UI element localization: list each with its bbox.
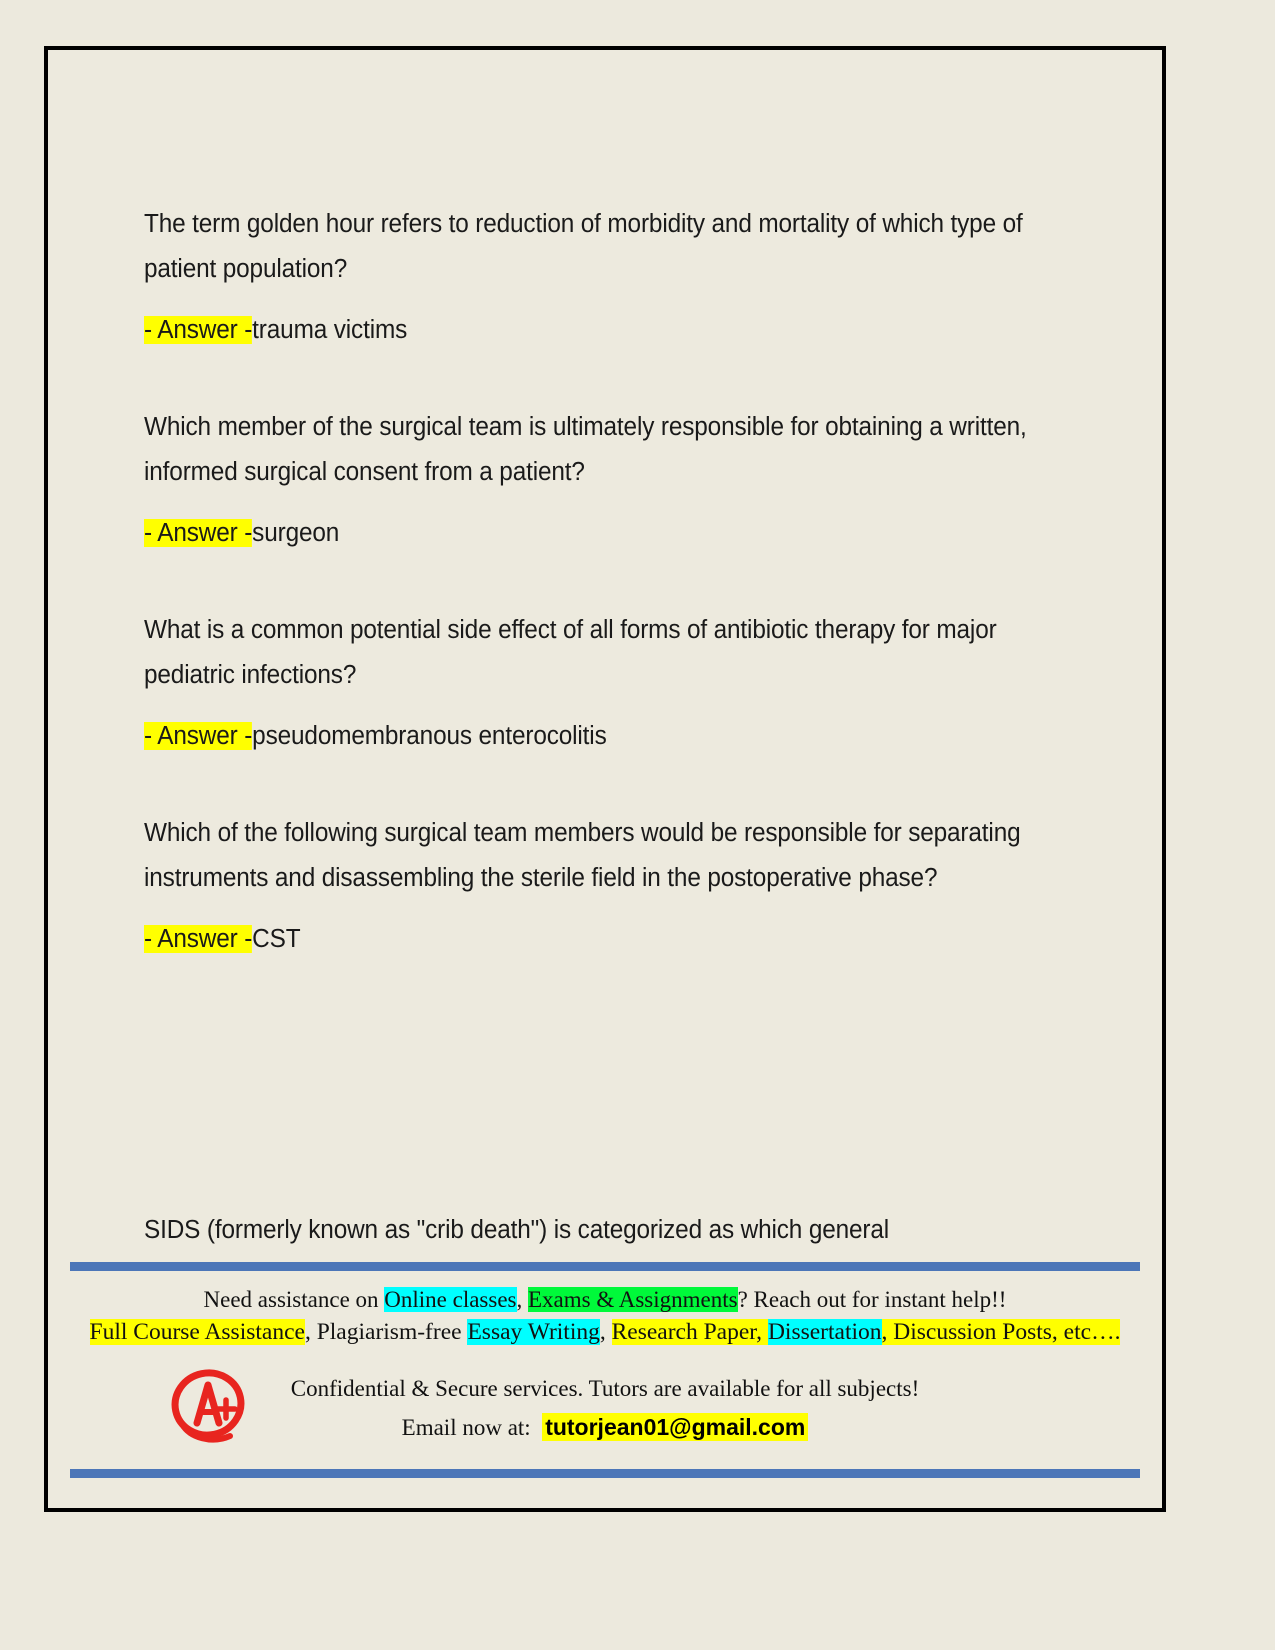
promo-line-1 bbox=[66, 1284, 1144, 1316]
promo-suffix: ? Reach out for instant help!! bbox=[737, 1287, 1007, 1312]
promo-sep-1: , Plagiarism-free bbox=[304, 1319, 468, 1345]
answer-text: surgeon bbox=[252, 519, 340, 547]
promo-essay-writing: Essay Writing bbox=[467, 1319, 600, 1345]
answer-label-highlight: - Answer - bbox=[144, 316, 253, 344]
answer-text: pseudomembranous enterocolitis bbox=[252, 722, 607, 750]
qa-block bbox=[144, 811, 1074, 960]
contact-text bbox=[48, 1370, 1162, 1447]
answer-text: trauma victims bbox=[252, 316, 408, 344]
promo-online-classes: Online classes bbox=[384, 1287, 517, 1312]
answer-label-highlight: - Answer - bbox=[144, 722, 253, 750]
promo-line-2 bbox=[66, 1316, 1144, 1348]
promo-full-course-assistance: Full Course Assistance bbox=[89, 1319, 305, 1345]
footer-divider-top bbox=[70, 1262, 1140, 1271]
answer-line bbox=[144, 918, 1032, 960]
promo-sep-3: , bbox=[881, 1319, 894, 1345]
answer-text: CST bbox=[252, 925, 301, 953]
document-page bbox=[44, 46, 1166, 1512]
answer-line bbox=[144, 512, 1032, 554]
email-prefix-label: Email now at: bbox=[401, 1415, 531, 1440]
promo-comma: , bbox=[516, 1287, 528, 1312]
promo-research-paper: Research Paper, bbox=[611, 1319, 768, 1345]
promo-discussion-posts: Discussion Posts, etc…. bbox=[893, 1319, 1121, 1345]
contact-block bbox=[48, 1370, 1162, 1447]
qa-block bbox=[144, 405, 1074, 554]
email-line bbox=[48, 1408, 1162, 1447]
qa-block bbox=[144, 608, 1074, 757]
question-text: The term golden hour refers to reduction of morbidity and mortality of which type of patient population? bbox=[144, 210, 1023, 283]
answer-line bbox=[144, 715, 1032, 757]
question-text: What is a common potential side effect of all forms of antibiotic therapy for major pediatric infections? bbox=[144, 616, 997, 689]
promo-dissertation: Dissertation bbox=[767, 1319, 882, 1345]
footer-divider-bottom bbox=[70, 1469, 1140, 1478]
promo-sep-2: , bbox=[599, 1319, 612, 1345]
confidential-line: Confidential & Secure services. Tutors are available for all subjects! bbox=[290, 1376, 920, 1401]
answer-line bbox=[144, 309, 1032, 351]
promo-text bbox=[66, 1284, 1144, 1348]
question-answer-list bbox=[144, 202, 1074, 960]
question-text: Which member of the surgical team is ultimately responsible for obtaining a written, informed surgical consent from a patient? bbox=[144, 413, 1027, 486]
promo-prefix: Need assistance on bbox=[203, 1287, 385, 1312]
email-address[interactable]: tutorjean01@gmail.com bbox=[542, 1413, 808, 1441]
question-text: Which of the following surgical team members would be responsible for separating instruments and disassembling the sterile field in the postoperative phase? bbox=[144, 819, 1021, 892]
answer-label-highlight: - Answer - bbox=[144, 925, 253, 953]
trailing-question-text: SIDS (formerly known as "crib death") is categorized as which general bbox=[144, 1216, 890, 1244]
qa-block bbox=[144, 202, 1074, 351]
answer-label-highlight: - Answer - bbox=[144, 519, 253, 547]
promo-exams-assignments: Exams & Assignments bbox=[528, 1287, 738, 1312]
promo-footer bbox=[48, 1262, 1162, 1508]
